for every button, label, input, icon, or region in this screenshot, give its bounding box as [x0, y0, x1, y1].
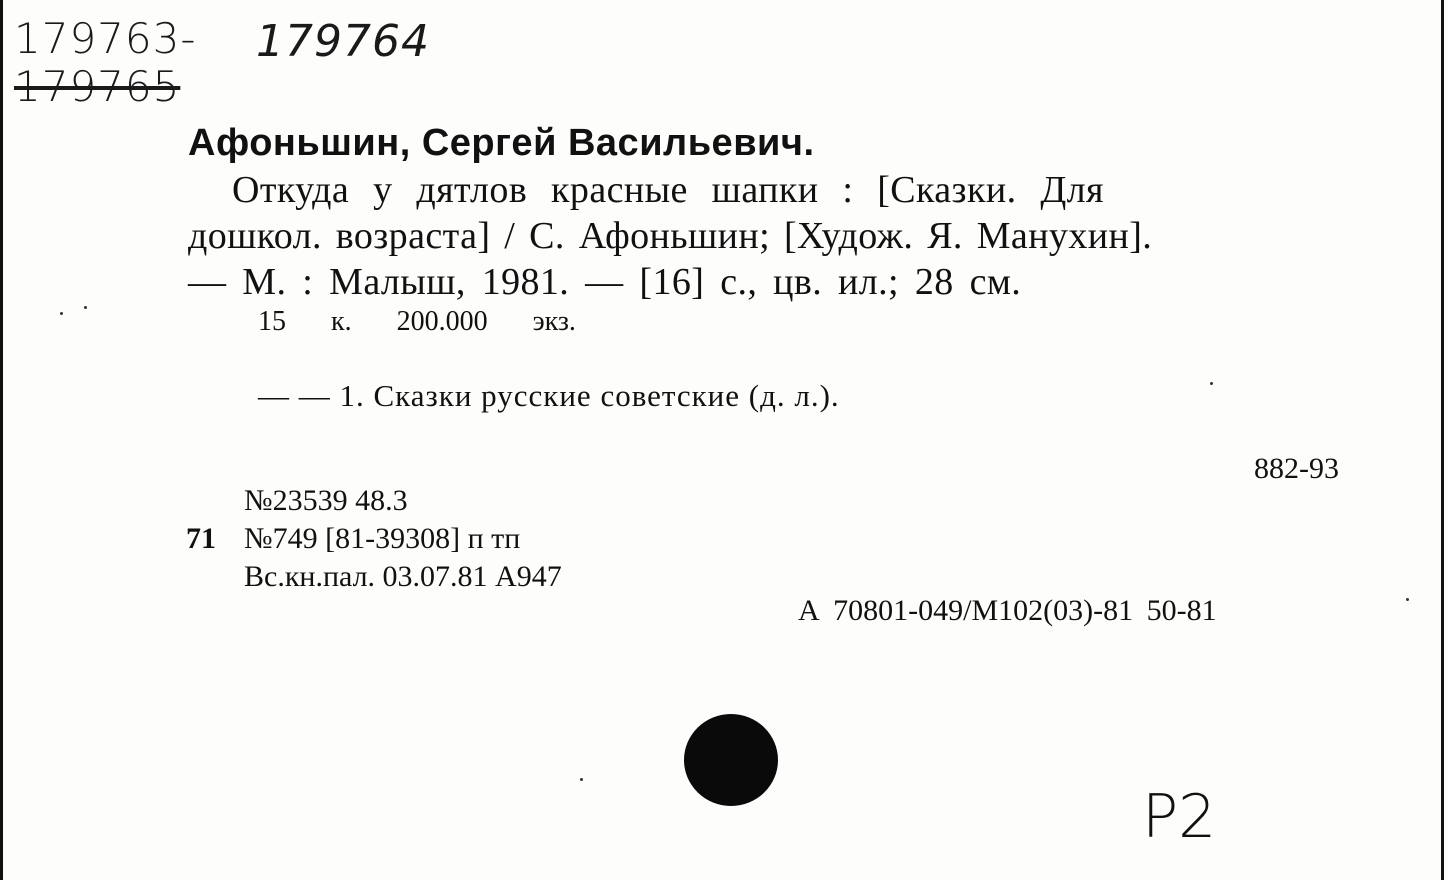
publication-index: А 70801-049/М102(03)-81 50-81 [798, 594, 1217, 627]
inventory-number-1-continuation: 179764 [256, 16, 430, 67]
inventory-number-1: 179763- [14, 14, 197, 63]
subject-heading: — — 1. Сказки русские советские (д. л.). [258, 378, 840, 413]
record-number-2: №749 [81-39308] п тп [244, 522, 521, 555]
handwritten-mark: P2 [1142, 782, 1217, 852]
ink-speck [580, 778, 583, 781]
card-left-edge [0, 0, 3, 880]
ink-speck [1406, 598, 1409, 601]
author-heading: Афоньшин, Сергей Васильевич. [188, 122, 815, 164]
ink-speck [84, 306, 87, 309]
ink-speck [1210, 382, 1213, 385]
chamber-record: Вс.кн.пал. 03.07.81 А947 [244, 560, 562, 593]
record-number-2-lead: 71 [186, 522, 216, 555]
card-right-edge [1441, 0, 1444, 880]
imprint-line: — М. : Малыш, 1981. — [16] с., цв. ил.; 28 см. [188, 261, 1022, 303]
ink-speck [60, 312, 63, 315]
classification-number: 882-93 [1254, 452, 1339, 485]
record-number-1: №23539 48.3 [244, 484, 408, 517]
title-line-2: дошкол. возраста] / С. Афоньшин; [Худож. Я. Манухин]. [188, 215, 1153, 257]
inventory-number-2: 179765 [14, 62, 181, 111]
price-circulation: 15 к. 200.000 экз. [258, 306, 576, 337]
title-line-1: Откуда у дятлов красные шапки : [Сказки. Для [232, 169, 1104, 211]
card-punch-hole [684, 714, 778, 806]
